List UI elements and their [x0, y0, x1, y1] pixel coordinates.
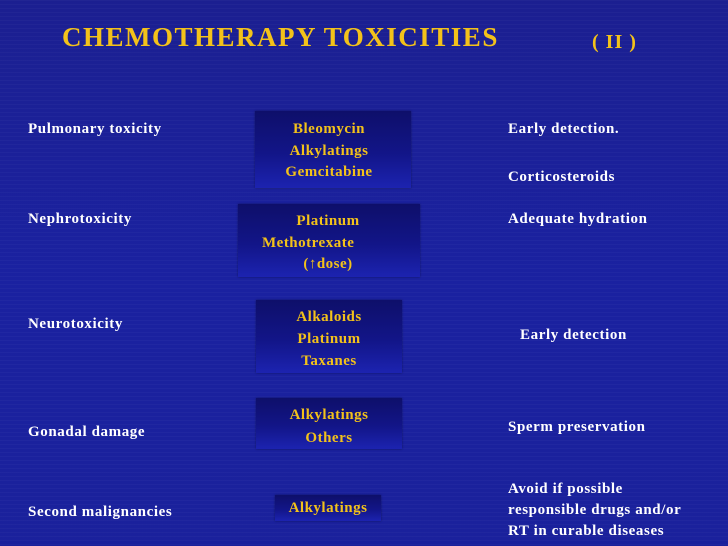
toxicity-label-neuro: Neurotoxicity [28, 316, 124, 332]
toxicity-label-gonadal: Gonadal damage [28, 424, 146, 440]
management-text: Corticosteroids [508, 169, 616, 185]
drug-item: Taxanes [301, 353, 357, 369]
management-text: Early detection [520, 327, 627, 343]
drug-item: Others [305, 430, 353, 446]
management-text: responsible drugs and/or [508, 502, 682, 518]
drug-item: Alkylatings [289, 407, 369, 423]
toxicity-label-nephro: Nephrotoxicity [28, 211, 132, 227]
management-text: Adequate hydration [508, 211, 648, 227]
drug-item: Gemcitabine [285, 164, 373, 180]
toxicity-label-second-malignancies: Second malignancies [28, 504, 173, 520]
drug-item: Alkaloids [296, 309, 362, 325]
management-text: Early detection. [508, 121, 620, 137]
drug-item: Alkylatings [288, 500, 368, 516]
slide-title: CHEMOTHERAPY TOXICITIES [62, 22, 499, 52]
management-text: RT in curable diseases [508, 523, 665, 539]
toxicity-label-pulmonary: Pulmonary toxicity [28, 121, 162, 137]
drug-item: Platinum [296, 213, 360, 229]
drug-item: Platinum [297, 331, 361, 347]
management-text: Sperm preservation [508, 419, 646, 435]
slide-part-number: ( II ) [592, 31, 637, 53]
drug-item: (↑dose) [303, 256, 353, 272]
drug-item: Methotrexate [262, 235, 355, 251]
drug-item: Alkylatings [289, 143, 369, 159]
drug-item: Bleomycin [293, 121, 365, 137]
management-text: Avoid if possible [508, 481, 623, 497]
